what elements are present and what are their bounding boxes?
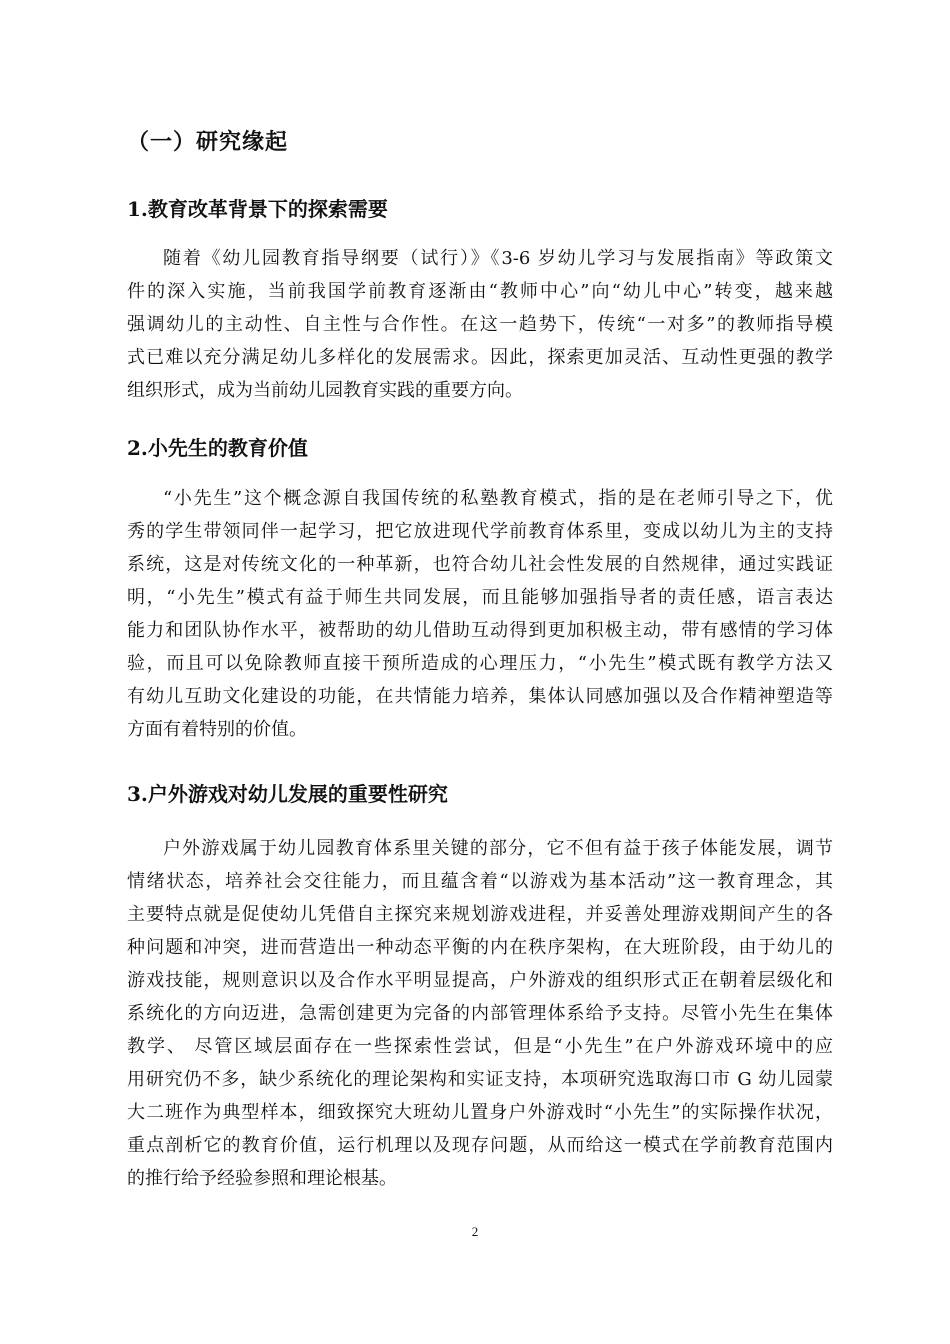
subsection-1-paragraph [127,242,833,407]
paragraph-line: 的推行给予经验参照和理论根基。 [127,1168,397,1189]
paragraph-line: 情绪状态，培养社会交往能力，而且蕴含着“以游戏为基本活动”这一教育理念，其 [127,871,833,892]
paragraph-line: 系统，这是对传统文化的一种革新，也符合幼儿社会性发展的自然规律，通过实践证 [127,554,833,575]
paragraph-line: “小先生”这个概念源自我国传统的私塾教育模式，指的是在老师引导之下，优 [163,488,833,509]
paragraph-line: 户外游戏属于幼儿园教育体系里关键的部分，它不但有益于孩子体能发展，调节 [163,838,833,859]
paragraph-line: 游戏技能，规则意识以及合作水平明显提高，户外游戏的组织形式正在朝着层级化和 [127,970,833,991]
subsection-3-title: 3.户外游戏对幼儿发展的重要性研究 [127,782,448,806]
paragraph-line: 系统化的方向迈进，急需创建更为完备的内部管理体系给予支持。尽管小先生在集体 [127,1003,833,1024]
paragraph-line: 重点剖析它的教育价值，运行机理以及现存问题，从而给这一模式在学前教育范围内 [127,1135,833,1156]
subsection-3-paragraph [127,832,833,1195]
paragraph-line: 明，“小先生”模式有益于师生共同发展，而且能够加强指导者的责任感，语言表达 [127,587,833,608]
paragraph-line: 件的深入实施，当前我国学前教育逐渐由“教师中心”向“幼儿中心”转变，越来越 [127,281,833,302]
paragraph-line: 式已难以充分满足幼儿多样化的发展需求。因此，探索更加灵活、互动性更强的教学 [127,347,833,368]
paragraph-line: 教学、 尽管区域层面存在一些探索性尝试，但是“小先生”在户外游戏环境中的应 [127,1036,833,1057]
paragraph-line: 秀的学生带领同伴一起学习，把它放进现代学前教育体系里，变成以幼儿为主的支持 [127,521,833,542]
paragraph-line: 能力和团队协作水平，被帮助的幼儿借助互动得到更加积极主动，带有感情的学习体 [127,620,833,641]
paragraph-line: 有幼儿互助文化建设的功能，在共情能力培养，集体认同感加强以及合作精神塑造等 [127,686,833,707]
subsection-1-title: 1.教育改革背景下的探索需要 [127,197,388,221]
section-title: （一）研究缘起 [127,129,289,155]
paragraph-line: 验，而且可以免除教师直接干预所造成的心理压力，“小先生”模式既有教学方法又 [127,653,833,674]
paragraph-line: 强调幼儿的主动性、自主性与合作性。在这一趋势下，传统“一对多”的教师指导模 [127,314,833,335]
paragraph-line: 用研究仍不多，缺少系统化的理论架构和实证支持，本项研究选取海口市 G 幼儿园蒙 [127,1069,833,1090]
paragraph-line: 种问题和冲突，进而营造出一种动态平衡的内在秩序架构，在大班阶段，由于幼儿的 [127,937,833,958]
subsection-2-title: 2.小先生的教育价值 [127,436,308,460]
paragraph-line: 方面有着特别的价值。 [127,719,307,740]
page-number: 2 [471,1224,479,1239]
subsection-2-paragraph [127,482,833,746]
paragraph-line: 组织形式，成为当前幼儿园教育实践的重要方向。 [127,380,523,401]
paragraph-line: 随着《幼儿园教育指导纲要（试行）》《3-6 岁幼儿学习与发展指南》等政策文 [163,248,833,269]
paragraph-line: 主要特点就是促使幼儿凭借自主探究来规划游戏进程，并妥善处理游戏期间产生的各 [127,904,833,925]
paragraph-line: 大二班作为典型样本，细致探究大班幼儿置身户外游戏时“小先生”的实际操作状况， [127,1102,833,1123]
